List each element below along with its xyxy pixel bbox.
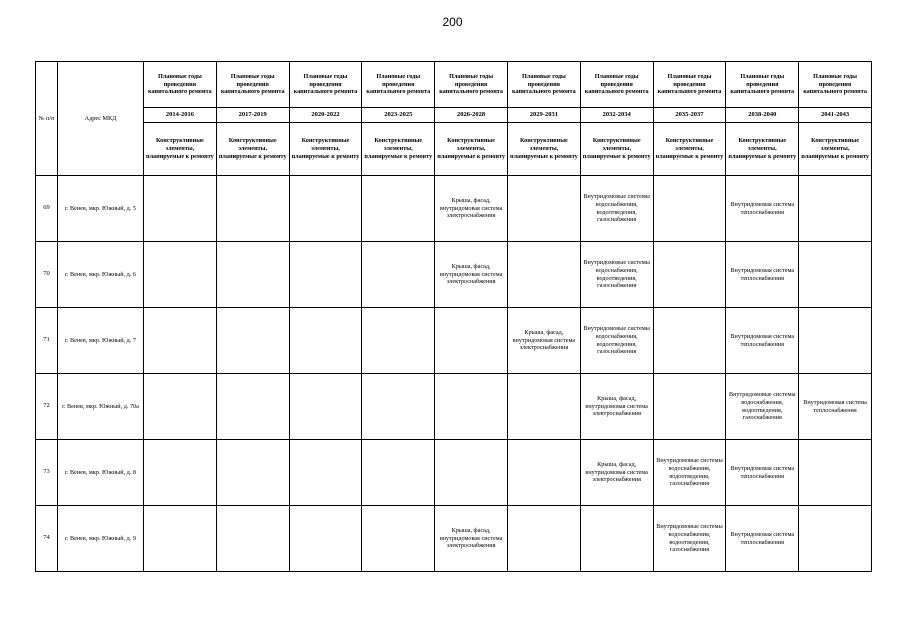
row-cell-2029-2031 — [507, 374, 580, 440]
row-cell-2017-2019 — [216, 176, 289, 242]
row-cell-2035-2037 — [653, 176, 726, 242]
header-period-title: Плановые годы проведения капитального ремонта — [216, 62, 289, 108]
row-cell-2026-2028: Крыша, фасад, внутридомовая система электроснабжения — [435, 506, 508, 572]
row-cell-2023-2025 — [362, 308, 435, 374]
row-cell-2029-2031 — [507, 176, 580, 242]
row-number: 69 — [36, 176, 58, 242]
row-cell-2023-2025 — [362, 506, 435, 572]
capital-repair-table — [35, 61, 872, 572]
row-cell-2026-2028 — [435, 374, 508, 440]
row-cell-2014-2016 — [144, 506, 217, 572]
table-row — [36, 506, 872, 572]
row-cell-2023-2025 — [362, 176, 435, 242]
header-period-years: 2029-2031 — [507, 108, 580, 123]
row-cell-2035-2037: Внутридомовые системы водоснабжения, водоотведения, газоснабжения — [653, 440, 726, 506]
header-period-elements: Конструктивные элементы, планируемые к ремонту — [216, 123, 289, 176]
row-address: г. Венев, мкр. Южный, д. 9 — [58, 506, 144, 572]
header-period-elements: Конструктивные элементы, планируемые к ремонту — [726, 123, 799, 176]
header-period-title: Плановые годы проведения капитального ремонта — [362, 62, 435, 108]
row-cell-2032-2034: Внутридомовые системы водоснабжения, водоотведения, газоснабжения — [580, 176, 653, 242]
row-cell-2020-2022 — [289, 176, 362, 242]
header-period-title: Плановые годы проведения капитального ремонта — [653, 62, 726, 108]
row-cell-2035-2037 — [653, 374, 726, 440]
row-cell-2014-2016 — [144, 374, 217, 440]
header-period-years: 2023-2025 — [362, 108, 435, 123]
row-cell-2017-2019 — [216, 440, 289, 506]
header-period-years: 2020-2022 — [289, 108, 362, 123]
header-period-years: 2032-2034 — [580, 108, 653, 123]
header-period-title: Плановые годы проведения капитального ремонта — [289, 62, 362, 108]
row-number: 74 — [36, 506, 58, 572]
header-period-elements: Конструктивные элементы, планируемые к ремонту — [435, 123, 508, 176]
row-cell-2032-2034: Внутридомовые системы водоснабжения, водоотведения, газоснабжения — [580, 308, 653, 374]
row-cell-2026-2028 — [435, 308, 508, 374]
header-period-elements: Конструктивные элементы, планируемые к ремонту — [289, 123, 362, 176]
row-cell-2038-2040: Внутридомовая система теплоснабжения — [726, 440, 799, 506]
row-cell-2038-2040: Внутридомовая система теплоснабжения — [726, 242, 799, 308]
row-cell-2038-2040: Внутридомовая система теплоснабжения — [726, 308, 799, 374]
row-cell-2020-2022 — [289, 308, 362, 374]
header-period-elements: Конструктивные элементы, планируемые к ремонту — [653, 123, 726, 176]
header-period-elements: Конструктивные элементы, планируемые к ремонту — [580, 123, 653, 176]
header-period-years: 2035-2037 — [653, 108, 726, 123]
row-cell-2038-2040: Внутридомовые системы водоснабжения, водоотведения, газоснабжения — [726, 374, 799, 440]
row-cell-2017-2019 — [216, 374, 289, 440]
header-period-title: Плановые годы проведения капитального ремонта — [144, 62, 217, 108]
header-period-elements: Конструктивные элементы, планируемые к ремонту — [799, 123, 872, 176]
row-cell-2035-2037: Внутридомовые системы водоснабжения, водоотведения, газоснабжения — [653, 506, 726, 572]
row-cell-2014-2016 — [144, 242, 217, 308]
row-cell-2032-2034: Крыша, фасад, внутридомовая система электроснабжения — [580, 440, 653, 506]
row-cell-2023-2025 — [362, 374, 435, 440]
header-period-years: 2038-2040 — [726, 108, 799, 123]
row-cell-2017-2019 — [216, 506, 289, 572]
row-cell-2032-2034: Крыша, фасад, внутридомовая система электроснабжения — [580, 374, 653, 440]
row-cell-2026-2028 — [435, 440, 508, 506]
row-cell-2029-2031 — [507, 440, 580, 506]
header-period-years: 2026-2028 — [435, 108, 508, 123]
header-address: Адрес МКД — [58, 62, 144, 176]
header-period-title: Плановые годы проведения капитального ремонта — [580, 62, 653, 108]
table-body — [36, 176, 872, 572]
row-cell-2020-2022 — [289, 374, 362, 440]
row-cell-2029-2031 — [507, 242, 580, 308]
row-number: 71 — [36, 308, 58, 374]
row-cell-2017-2019 — [216, 308, 289, 374]
row-cell-2017-2019 — [216, 242, 289, 308]
table-header — [36, 62, 872, 176]
row-number: 70 — [36, 242, 58, 308]
row-cell-2035-2037 — [653, 308, 726, 374]
header-period-elements: Конструктивные элементы, планируемые к ремонту — [362, 123, 435, 176]
row-cell-2041-2043 — [799, 506, 872, 572]
table-row — [36, 242, 872, 308]
table-row — [36, 440, 872, 506]
row-cell-2041-2043 — [799, 440, 872, 506]
row-cell-2032-2034 — [580, 506, 653, 572]
row-cell-2026-2028: Крыша, фасад, внутридомовая система электроснабжения — [435, 242, 508, 308]
row-cell-2014-2016 — [144, 440, 217, 506]
row-address: г. Венев, мкр. Южный, д. 8 — [58, 440, 144, 506]
header-period-years: 2041-2043 — [799, 108, 872, 123]
header-period-years: 2014-2016 — [144, 108, 217, 123]
row-cell-2038-2040: Внутридомовая система теплоснабжения — [726, 506, 799, 572]
header-period-title: Плановые годы проведения капитального ремонта — [507, 62, 580, 108]
row-cell-2020-2022 — [289, 506, 362, 572]
row-number: 72 — [36, 374, 58, 440]
row-cell-2029-2031 — [507, 506, 580, 572]
row-cell-2020-2022 — [289, 440, 362, 506]
row-cell-2041-2043 — [799, 242, 872, 308]
row-cell-2020-2022 — [289, 242, 362, 308]
row-cell-2041-2043: Внутридомовая система теплоснабжения — [799, 374, 872, 440]
header-period-elements: Конструктивные элементы, планируемые к ремонту — [144, 123, 217, 176]
row-cell-2014-2016 — [144, 308, 217, 374]
header-period-years: 2017-2019 — [216, 108, 289, 123]
table-row — [36, 374, 872, 440]
row-number: 73 — [36, 440, 58, 506]
row-cell-2029-2031: Крыша, фасад, внутридомовая система электроснабжения — [507, 308, 580, 374]
table-row — [36, 176, 872, 242]
row-cell-2041-2043 — [799, 176, 872, 242]
row-cell-2041-2043 — [799, 308, 872, 374]
row-cell-2035-2037 — [653, 242, 726, 308]
header-period-title: Плановые годы проведения капитального ремонта — [435, 62, 508, 108]
row-address: г. Венев, мкр. Южный, д. 5 — [58, 176, 144, 242]
row-address: г. Венев, мкр. Южный, д. 7 — [58, 308, 144, 374]
header-period-title: Плановые годы проведения капитального ремонта — [726, 62, 799, 108]
header-number: № п/п — [36, 62, 58, 176]
row-address: г. Венев, мкр. Южный, д. 6 — [58, 242, 144, 308]
row-address: г. Венев, мкр. Южный, д. 70а — [58, 374, 144, 440]
row-cell-2023-2025 — [362, 440, 435, 506]
row-cell-2023-2025 — [362, 242, 435, 308]
table-row — [36, 308, 872, 374]
row-cell-2014-2016 — [144, 176, 217, 242]
page-number: 200 — [442, 15, 463, 29]
header-period-elements: Конструктивные элементы, планируемые к ремонту — [507, 123, 580, 176]
header-period-title: Плановые годы проведения капитального ремонта — [799, 62, 872, 108]
row-cell-2026-2028: Крыша, фасад, внутридомовая система электроснабжения — [435, 176, 508, 242]
row-cell-2038-2040: Внутридомовая система теплоснабжения — [726, 176, 799, 242]
row-cell-2032-2034: Внутридомовые системы водоснабжения, водоотведения, газоснабжения — [580, 242, 653, 308]
